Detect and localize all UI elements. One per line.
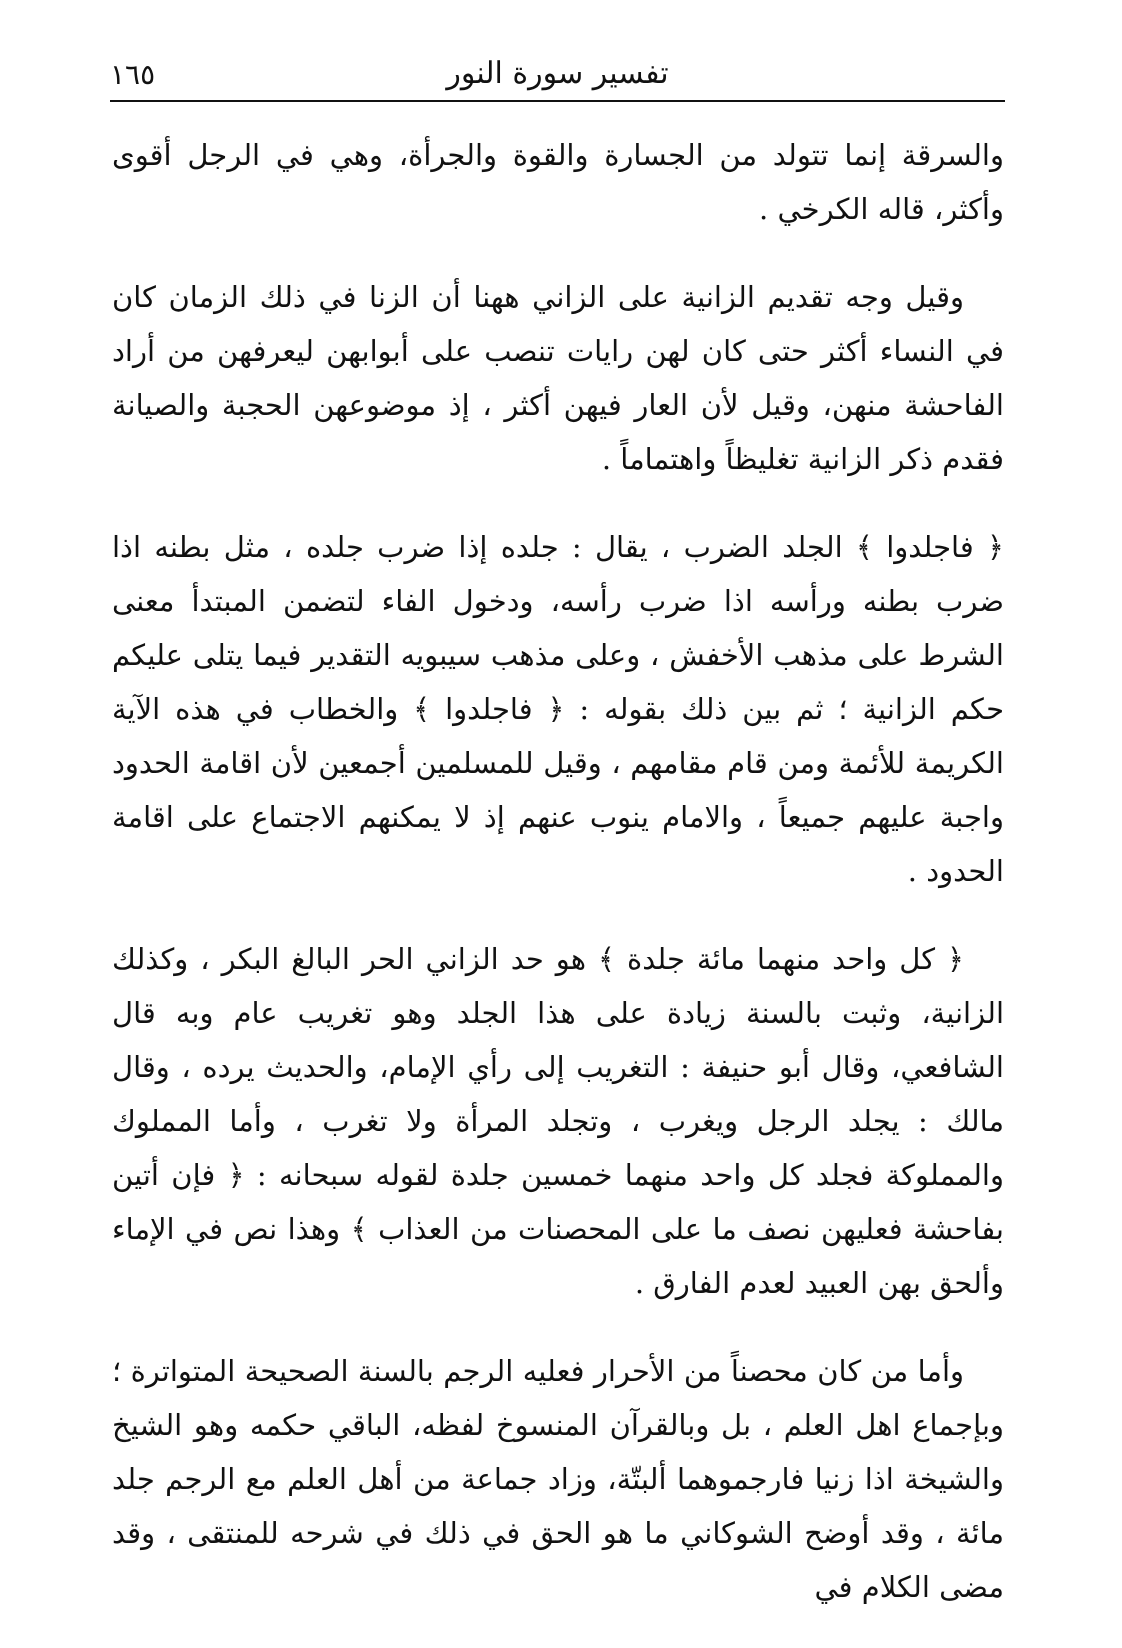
paragraph-3: ﴿ فاجلدوا ﴾ الجلد الضرب ، يقال : جلده إذا ضرب جلده ، مثل بطنه اذا ضرب بطنه ورأسه اذا ضرب رأسه، ودخول الفاء لتضمن المبتدأ معنى الشرط على مذهب الأخفش ، وعلى مذهب سيبويه التقدير فيما يتلى عليكم حكم الزانية ؛ ثم بين ذلك بقوله : ﴿ فاجلدوا ﴾ والخطاب في هذه الآية الكريمة للأئمة ومن قام مقامهم ، وقيل للمسلمين أجمعين لأن اقامة الحدود واجبة عليهم جميعاً ، والامام ينوب عنهم إذ لا يمكنهم الاجتماع على اقامة الحدود . [112,530,1004,888]
body-text [112,128,1004,1648]
paragraph-2: وقيل وجه تقديم الزانية على الزاني ههنا أن الزنا في ذلك الزمان كان في النساء أكثر حتى كان لهن رايات تنصب على أبوابهن ليعرفهن من أراد الفاحشة منهن، وقيل لأن العار فيهن أكثر ، إذ موضوعهن الحجبة والصيانة فقدم ذكر الزانية تغليظاً واهتماماً . [112,280,1004,476]
paragraph-5: وأما من كان محصناً من الأحرار فعليه الرجم بالسنة الصحيحة المتواترة ؛ وبإجماع اهل العلم ، بل وبالقرآن المنسوخ لفظه، الباقي حكمه وهو الشيخ والشيخة اذا زنيا فارجموهما ألبتّة، وزاد جماعة من أهل العلم مع الرجم جلد مائة ، وقد أوضح الشوكاني ما هو الحق في ذلك في شرحه للمنتقى ، وقد مضى الكلام في [112,1354,1004,1604]
page-number: ١٦٥ [110,58,156,91]
page-header [110,50,1005,102]
header-divider [110,100,1005,102]
running-title: تفسير سورة النور [446,56,669,91]
paragraph-4: ﴿ كل واحد منهما مائة جلدة ﴾ هو حد الزاني الحر البالغ البكر ، وكذلك الزانية، وثبت بالسنة زيادة على هذا الجلد وهو تغريب عام وبه قال الشافعي، وقال أبو حنيفة : التغريب إلى رأي الإمام، والحديث يرده ، وقال مالك : يجلد الرجل ويغرب ، وتجلد المرأة ولا تغرب ، وأما المملوك والمملوكة فجلد كل واحد منهما خمسين جلدة لقوله سبحانه : ﴿ فإن أتين بفاحشة فعليهن نصف ما على المحصنات من العذاب ﴾ وهذا نص في الإماء وألحق بهن العبيد لعدم الفارق . [112,942,1004,1300]
paragraph-1: والسرقة إنما تتولد من الجسارة والقوة والجرأة، وهي في الرجل أقوى وأكثر، قاله الكرخي . [112,138,1004,226]
